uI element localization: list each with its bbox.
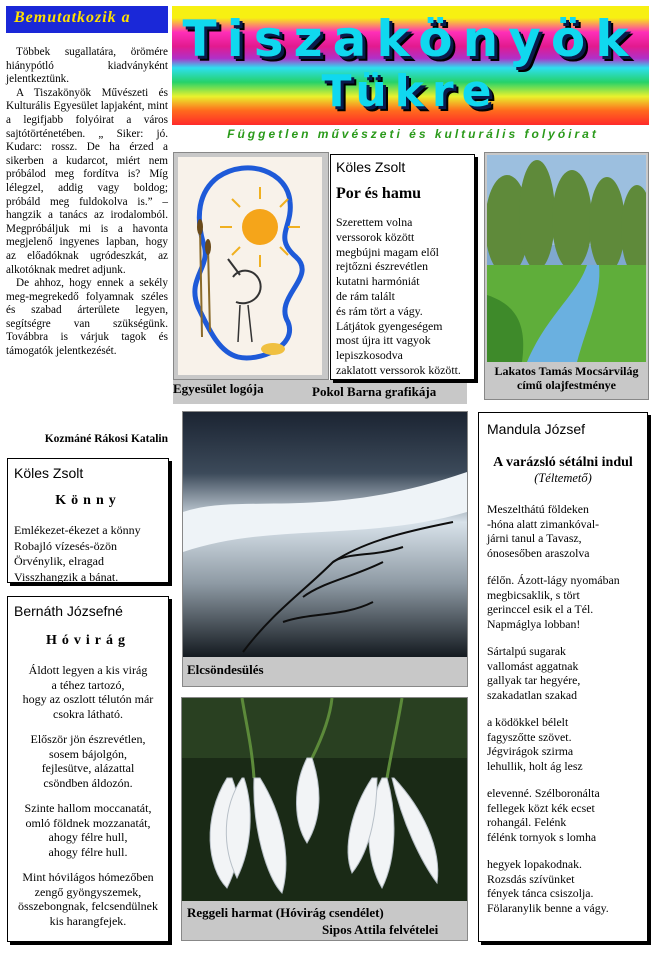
poem-line: fagyszőtte szövet.: [487, 729, 572, 744]
poem-line: fények tánca csiszolja.: [487, 886, 594, 900]
poem-line: ahogy félre hull,: [48, 830, 128, 844]
poem-line: fejlesütve, alázattal: [41, 761, 135, 775]
poem-varazslo: [478, 412, 648, 942]
poem-line: a ködökkel bélelt: [487, 715, 569, 729]
poem-author: Köles Zsolt: [336, 159, 406, 175]
poem-line: csokra látható.: [53, 706, 123, 721]
poem-line: fellegek közt kék ecset: [487, 800, 595, 815]
winter-caption: Elcsöndesülés: [187, 662, 264, 677]
poem-title: Hóvirág: [46, 633, 130, 648]
poem-line: Áldott legyen a kis virág: [28, 663, 148, 677]
intro-paragraph: A Tiszakönyök Művészeti és Kulturális Egyesület lapjaként, mint a legifjabb folyóirat a város sajtótörténetében. „ Siker: jó. Kudarc: rossz. De ha érzed a sikerben a kudarcot, miért nem próbálod meg fordítva is? Míg lélegzel, addig vagy boldog; próbáld meg fuldokolva is.” – hangzik a tanács az irodalomból. Megpróbáljuk mi is a havonta megjelenő ingyenes lapban, hogy az előadóknak ugródeszkát, az alkotóknak medret adjunk.: [6, 86, 168, 276]
poem-line: Sártalpú sugarak: [487, 644, 566, 658]
poem-line: Meszelthátú földeken: [487, 502, 589, 516]
poem-line: csöndben áldozón.: [43, 775, 133, 790]
snowdrop-photo: [182, 698, 467, 901]
poem-line: ahogy félre hull.: [48, 844, 128, 859]
poem-lines: [14, 663, 162, 928]
poem-lines: [14, 523, 162, 585]
poem-subtitle: (Téltemető): [534, 471, 592, 485]
intro-paragraph: Többek sugallatára, örömére hiánypótló kiadványként jelentkeztünk.: [6, 46, 168, 86]
poem-line: Visszhangzik a bánat.: [14, 569, 119, 584]
poem-line: hogy az oszlott télutón már: [22, 692, 154, 706]
poem-por-es-hamu: [330, 154, 475, 380]
poem-line: Robajló vízesés-özön: [14, 538, 117, 553]
swamp-painting-image: [487, 155, 646, 362]
poem-title: Por és hamu: [336, 185, 422, 202]
poem-line: Emlékezet-ékezet a könny: [14, 523, 141, 537]
poem-line: zaklatott verssorok között.: [336, 362, 461, 377]
masthead-title-line1: Tiszakönyök: [182, 10, 639, 68]
poem-line: Napmáglya lobban!: [487, 616, 581, 631]
poem-line: omló földnek mozzanatát,: [25, 815, 151, 830]
poem-line: és rám tört a vágy.: [336, 303, 423, 318]
poem-line: félőn. Ázott-lágy nyomában: [487, 573, 620, 587]
intro-paragraph: De ahhoz, hogy ennek a sekély meg-megrekedő folyamnak széles és szabad árterülete legyen, segítségre van szükségünk. Továbbra is várjuk tagok és támogatók jelentkezését.: [6, 277, 168, 358]
poem-line: lepiszkosodva: [336, 348, 403, 363]
poem-title: Könny: [55, 493, 121, 508]
intro-heading: Bemutatkozik a: [6, 6, 168, 33]
poem-line: szakadatlan szakad: [487, 687, 578, 702]
poem-line: de rám talált: [336, 288, 395, 303]
poem-line: félénk tornyok s lomha: [487, 829, 597, 844]
poem-lines: [336, 215, 469, 378]
poem-line: lehullik, holt ág lesz: [487, 758, 583, 773]
poem-line: gerinccel esik el a Tél.: [487, 602, 594, 616]
poem-line: -hóna alatt zimankóval-: [487, 516, 600, 531]
association-logo-image: [178, 157, 322, 375]
poem-line: Először jön észrevétlen,: [30, 732, 146, 746]
masthead-banner: [172, 6, 649, 125]
poem-line: most újra itt vagyok: [336, 333, 431, 348]
poem-line: összebongnak, felcsendülnek: [18, 899, 158, 913]
poem-line: Mint hóvilágos hómezőben: [22, 870, 154, 884]
poem-line: gallyak tar hegyére,: [487, 673, 581, 687]
poem-line: verssorok között: [336, 229, 415, 244]
poem-lines: [487, 502, 639, 915]
painting-caption: Lakatos Tamás Mocsárvilág című olajfestménye: [494, 364, 639, 392]
poem-line: megbújni magam elől: [336, 244, 439, 259]
poem-line: Jégvirágok szirma: [487, 744, 574, 758]
poem-author: Köles Zsolt: [14, 465, 84, 481]
poem-author: Mandula József: [487, 421, 586, 437]
masthead-subtitle: Független művészeti és kulturális folyóirat: [227, 127, 599, 141]
poem-line: ónosesőben araszolva: [487, 545, 590, 560]
intro-text: [6, 46, 168, 359]
snowdrop-caption: Reggeli harmat (Hóvirág csendélet): [187, 905, 384, 920]
poem-line: vallomást aggatnak: [487, 658, 579, 673]
intro-author: Kozmáné Rákosi Katalin: [44, 433, 168, 445]
poem-line: kutatni harmóniát: [336, 274, 420, 289]
poem-line: Rozsdás szívünket: [487, 871, 575, 886]
poem-line: Szerettem volna: [336, 215, 413, 229]
poem-line: elevenné. Szélboronálta: [487, 786, 600, 800]
poem-hovirag: [7, 596, 169, 942]
poem-konny: [7, 458, 169, 583]
masthead-title-line2: Tükre: [321, 66, 500, 117]
poem-line: rohangál. Felénk: [487, 815, 567, 829]
poem-line: Fölaranylik benne a vágy.: [487, 900, 609, 915]
winter-photo: [183, 412, 467, 657]
poem-line: Örvénylik, elragad: [14, 554, 104, 568]
poem-line: a téhez tartozó,: [51, 677, 125, 692]
poem-line: hegyek lopakodnak.: [487, 857, 583, 871]
poem-line: megbicsaklik, s tört: [487, 587, 580, 602]
photographer-credit: Sipos Attila felvételei: [322, 922, 439, 937]
poem-line: rejtőzni észrevétlen: [336, 259, 429, 274]
logo-caption: Egyesület logója: [173, 381, 264, 396]
graphic-caption: Pokol Barna grafikája: [312, 384, 437, 399]
poem-line: Szinte hallom moccanatát,: [24, 801, 152, 815]
poem-author: Bernáth Józsefné: [14, 603, 123, 619]
poem-line: kis harangfejek.: [49, 913, 127, 928]
poem-line: Látjátok gyengeségem: [336, 318, 443, 333]
poem-line: zengő gyöngyszemek,: [34, 884, 142, 899]
poem-line: járni tanul a Tavasz,: [487, 531, 582, 545]
poem-title: A varázsló sétálni indul: [493, 455, 633, 470]
poem-line: sosem bájolgón,: [49, 746, 127, 761]
